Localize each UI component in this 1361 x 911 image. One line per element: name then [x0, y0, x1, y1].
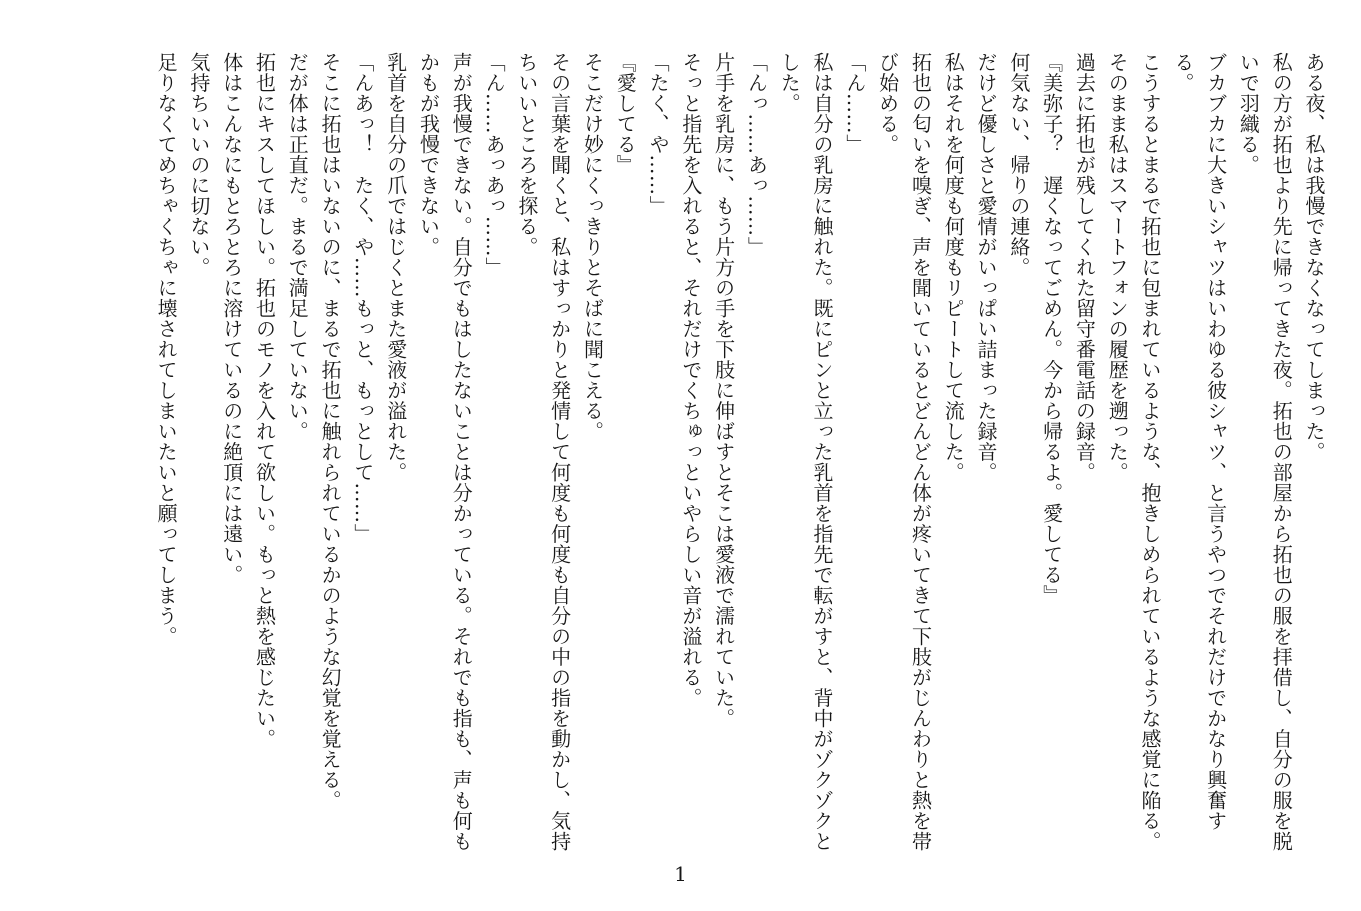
text-line: 「んっ……あっ……」	[744, 52, 769, 257]
text-line: 何気ない、帰りの連絡。	[1006, 52, 1031, 278]
page-number: 1	[674, 862, 687, 886]
text-line: だが体は正直だ。まるで満足していない。	[285, 52, 310, 442]
text-line: こうするとまるで拓也に包まれているような、抱きしめられているような感覚に陥る。	[1138, 52, 1163, 852]
text-line: 拓也の匂いを嗅ぎ、声を聞いているとどんどん体が疼いてきて下肢がじんわりと熱を帯	[908, 52, 933, 852]
text-line: だけど優しさと愛情がいっぱい詰まった録音。	[974, 52, 999, 483]
text-line: 私の方が拓也より先に帰ってきた夜。拓也の部屋から拓也の服を拝借し、自分の服を脱	[1269, 52, 1294, 852]
text-line: る。	[1170, 52, 1195, 93]
text-line: そのまま私はスマートフォンの履歴を遡った。	[1105, 52, 1130, 483]
vertical-text-body	[14, 52, 1330, 862]
text-line: そっと指先を入れると、それだけでくちゅっといやらしい音が溢れる。	[678, 52, 703, 708]
text-line: 片手を乳房に、もう片方の手を下肢に伸ばすとそこは愛液で濡れていた。	[711, 52, 736, 729]
text-line: そこだけ妙にくっきりとそばに聞こえる。	[580, 52, 605, 442]
text-line: その言葉を聞くと、私はすっかりと発情して何度も何度も自分の中の指を動かし、気持	[547, 52, 572, 852]
text-line: 「んあっ！ たく、や……もっと、もっとして……」	[350, 52, 375, 544]
text-line: 私はそれを何度も何度もリピートして流した。	[941, 52, 966, 483]
text-line: 気持ちいいのに切ない。	[186, 52, 211, 278]
text-line: 過去に拓也が残してくれた留守番電話の録音。	[1072, 52, 1097, 483]
text-line: 「ん……」	[842, 52, 867, 155]
text-line: 乳首を自分の爪ではじくとまた愛液が溢れた。	[383, 52, 408, 483]
text-line: 「ん……あっあっ……」	[482, 52, 507, 278]
text-line: した。	[777, 52, 802, 114]
text-line: 声が我慢できない。自分でもはしたないことは分かっている。それでも指も、声も何も	[449, 52, 474, 852]
text-line: ブカブカに大きいシャツはいわゆる彼シャツ、と言うやつでそれだけでかなり興奮す	[1203, 52, 1228, 831]
text-line: ちいいところを探る。	[514, 52, 539, 257]
text-line: ある夜、私は我慢できなくなってしまった。	[1302, 52, 1326, 462]
text-line: 足りなくてめちゃくちゃに壊されてしまいたいと願ってしまう。	[154, 52, 179, 647]
text-line: 拓也にキスしてほしい。拓也のモノを入れて欲しい。もっと熱を感じたい。	[252, 52, 277, 749]
text-line: そこに拓也はいないのに、まるで拓也に触れられているかのような幻覚を覚える。	[318, 52, 343, 811]
text-line: かもが我慢できない。	[416, 52, 441, 257]
text-line: 「たく、や……」	[646, 52, 671, 216]
text-line: 『美弥子？ 遅くなってごめん。今から帰るよ。愛してる』	[1039, 52, 1064, 606]
text-line: 体はこんなにもとろとろに溶けているのに絶頂には遠い。	[219, 52, 244, 585]
text-line: 『愛してる』	[613, 52, 638, 175]
text-line: び始める。	[875, 52, 900, 155]
text-line: 私は自分の乳房に触れた。既にピンと立った乳首を指先で転がすと、背中がゾクゾクと	[810, 52, 835, 852]
text-line: いで羽織る。	[1236, 52, 1261, 175]
